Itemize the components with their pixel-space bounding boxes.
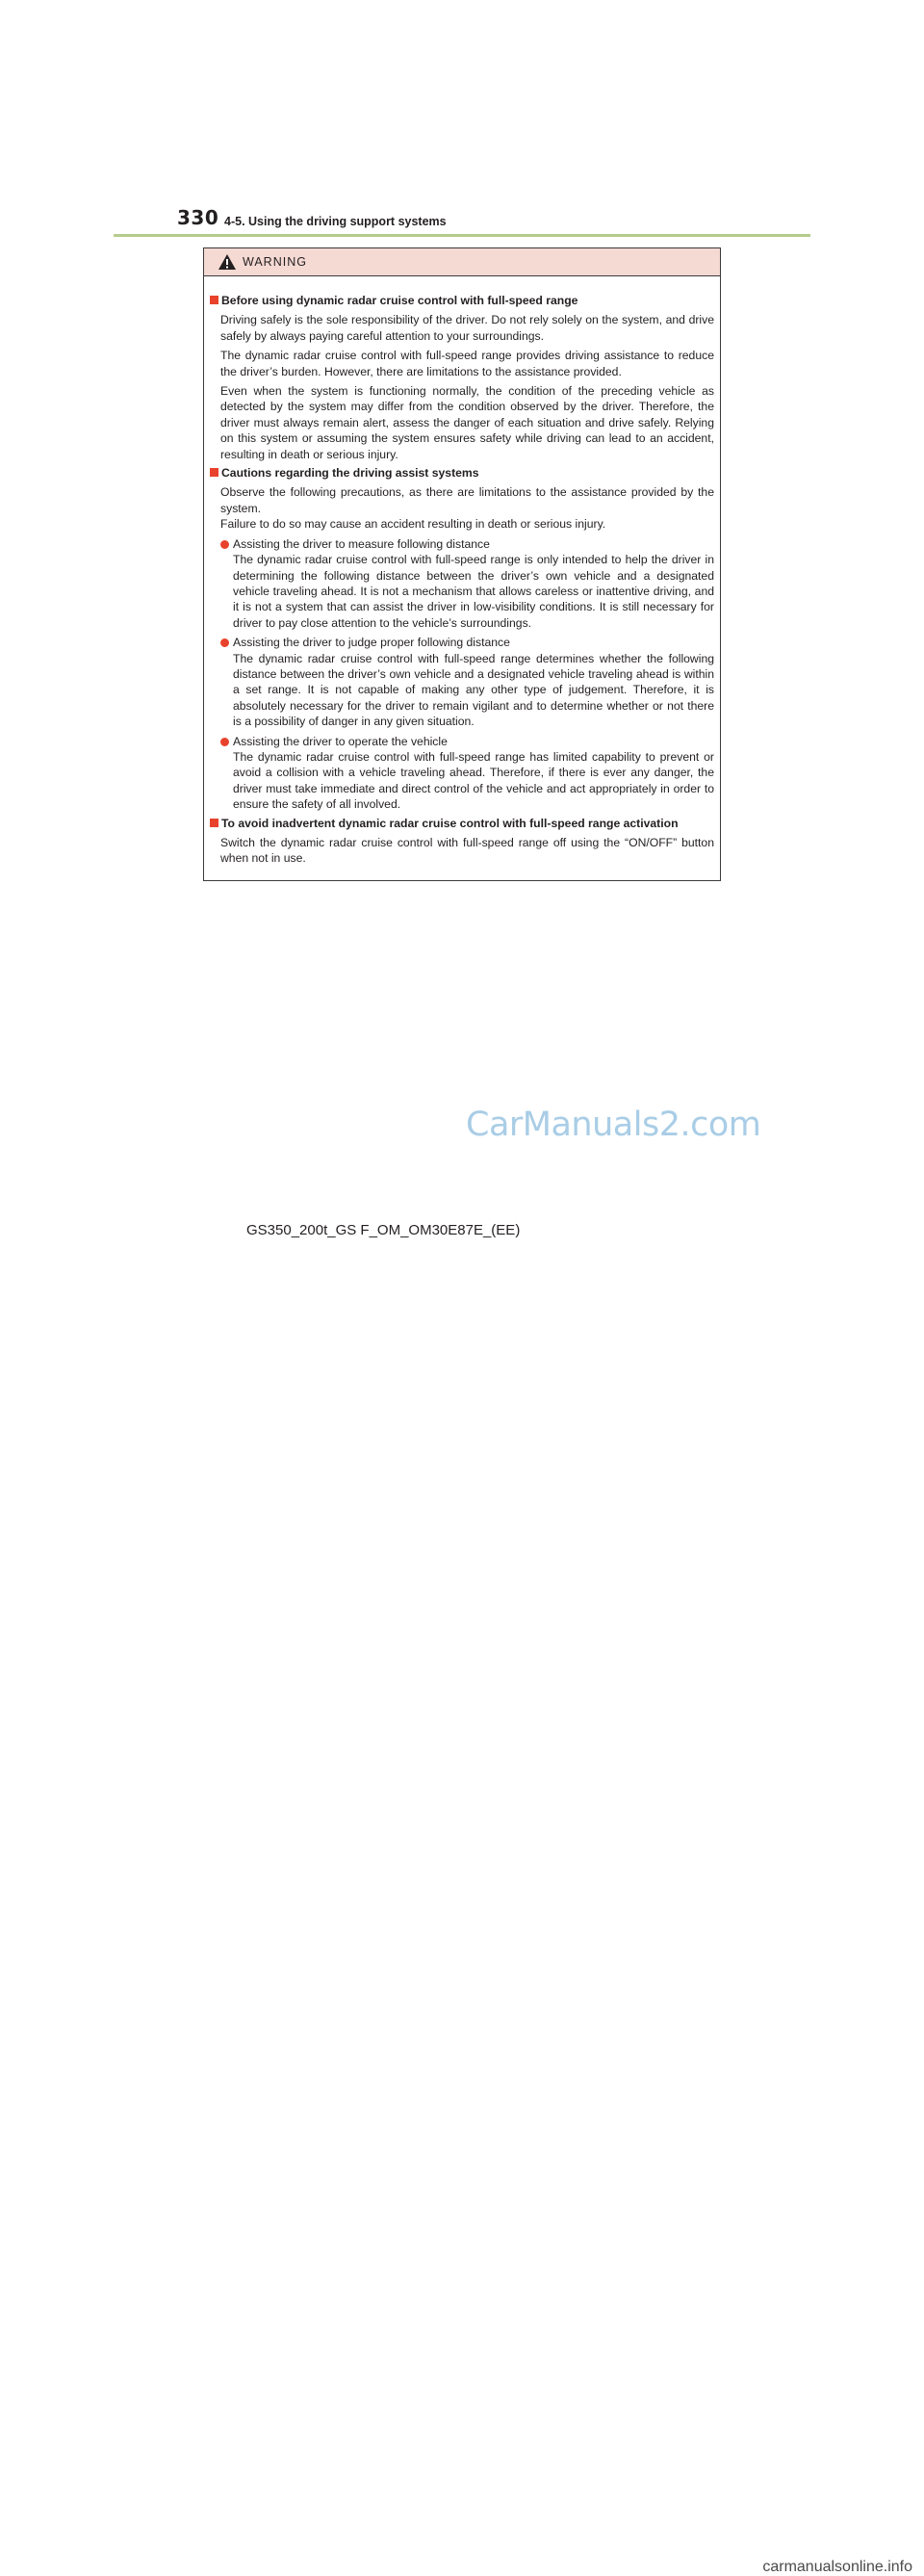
square-bullet-icon [210,468,218,477]
bullet-text: The dynamic radar cruise control with full-speed range determines whether the following distance between the driver’s own vehicle and a designated vehicle traveling ahead is within a set range. It is not capable of making any other type of judgement. Therefore, it is absolutely necessary for the driver to remain vigilant and to determine whether or not there is a possibility of danger in any given situation. [233,651,714,729]
section-heading [210,293,714,308]
section-heading-text: Before using dynamic radar cruise control with full-speed range [221,294,578,307]
paragraph: The dynamic radar cruise control with full-speed range provides driving assistance to reduce the driver’s burden. However, there are limitations to the assistance provided. [220,349,714,378]
list-item [210,536,714,631]
circle-bullet-icon [220,738,229,746]
watermark-bar [0,1275,924,2575]
warning-box [203,247,721,881]
warning-header [204,248,720,276]
section-heading-text: To avoid inadvertent dynamic radar cruise control with full-speed range activation [221,816,679,830]
paragraph: Observe the following precautions, as there are limitations to the assistance provided by the system. Failure to do so may cause an accident resulting in death or serious injury. [220,485,714,532]
section-heading-text: Cautions regarding the driving assist systems [221,466,479,481]
paragraph: Even when the system is functioning normally, the condition of the preceding vehicle as detected by the system may differ from the condition observed by the driver. Therefore, the driver must always remain alert, assess the danger of each situation and drive safely. Relying on this system or assuming the system ensures safety while driving can lead to an accident, resulting in death or serious injury. [220,384,714,461]
bullet-text: The dynamic radar cruise control with full-speed range has limited capability to prevent or avoid a collision with a vehicle traveling ahead. Therefore, if there is ever any danger, the driver must take immediate and direct control of the vehicle and act appropriately in order to ensure the safety of all involved. [233,749,714,812]
square-bullet-icon [210,296,218,304]
paragraph: Driving safely is the sole responsibility of the driver. Do not rely solely on the system, and drive safely by always paying careful attention to your surroundings. [220,313,714,343]
warning-body [204,276,720,867]
watermark-link[interactable]: carmanualsonline.info [762,2559,912,2575]
bullet-title: Assisting the driver to operate the vehicle [233,734,448,748]
page-number: 330 [177,206,219,229]
circle-bullet-icon [220,540,229,549]
bullet-title: Assisting the driver to judge proper following distance [233,636,510,650]
section-heading [210,465,714,481]
warning-triangle-icon [218,253,237,271]
document-code: GS350_200t_GS F_OM_OM30E87E_(EE) [246,1222,521,1238]
list-item [210,734,714,813]
section-heading [210,816,714,831]
header-rule [114,234,810,237]
square-bullet-icon [210,819,218,827]
list-item [210,635,714,729]
warning-label: WARNING [243,255,307,269]
paragraph: Switch the dynamic radar cruise control with full-speed range off using the “ON/OFF” button when not in use. [220,836,714,866]
circle-bullet-icon [220,638,229,647]
watermark-logo[interactable]: CarManuals2.com [466,1106,761,1144]
bullet-text: The dynamic radar cruise control with full-speed range is only intended to help the driver in determining the following distance between the driver’s own vehicle and a designated vehicle traveling ahead. It is not a mechanism that allows careless or inattentive driving, and it is not a system that can assist the driver in low-visibility conditions. It is still necessary for driver to pay close attention to the vehicle’s surroundings. [233,553,714,630]
section-title: 4-5. Using the driving support systems [224,215,447,228]
bullet-title: Assisting the driver to measure following distance [233,536,490,551]
